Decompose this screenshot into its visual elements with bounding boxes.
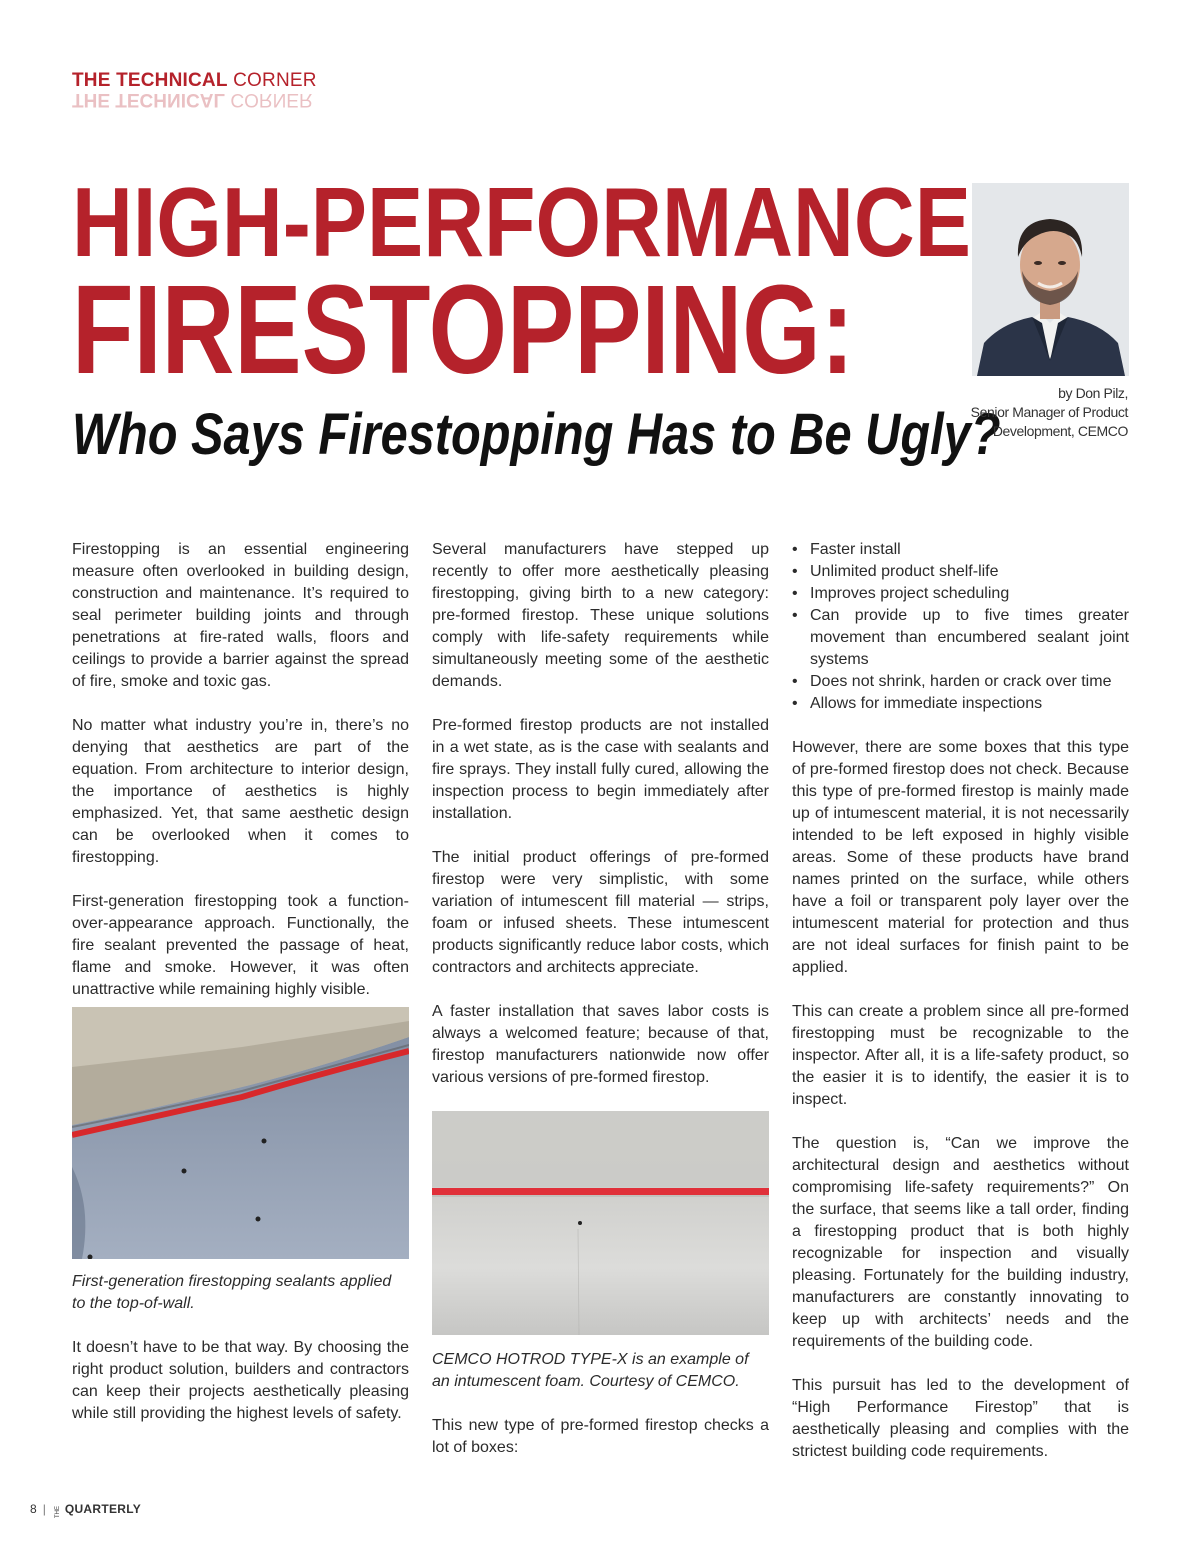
paragraph: Pre-formed firestop products are not installed in a wet state, as is the case with sealants and fire sprays. They install fully cured, allowing the inspection process to begin immediately after installation. bbox=[432, 717, 769, 822]
section-label-reflection-light: CORNER bbox=[225, 89, 313, 110]
author-name: by Don Pilz, bbox=[1058, 385, 1128, 401]
section-label-bold: THE TECHNICAL bbox=[72, 70, 228, 91]
list-item-text: Improves project scheduling bbox=[810, 585, 1010, 602]
list-item-text: Faster install bbox=[810, 541, 901, 558]
paragraph: Firestopping is an essential engineering measure often overlooked in building design, construction and maintenance. It’s required to seal perimeter building joints and through penetrations at fire-rated walls, floors and ceilings to provide a barrier against the spread of fire, smoke and toxic gas. bbox=[72, 541, 409, 690]
author-title-line-2: Development, CEMCO bbox=[992, 423, 1128, 439]
list-item-text: Allows for immediate inspections bbox=[810, 695, 1043, 712]
list-item bbox=[792, 539, 1129, 561]
article-column-1 bbox=[72, 539, 409, 1447]
article-subtitle: Who Says Firestopping Has to Be Ugly? bbox=[72, 402, 1001, 467]
headline-line-2: FIRESTOPPING: bbox=[72, 259, 855, 400]
article-column-3 bbox=[792, 539, 1129, 1485]
paragraph: A faster installation that saves labor costs is always a welcomed feature; because of that, firestop manufacturers nationwide now offer various versions of pre-formed firestop. bbox=[432, 1003, 769, 1086]
section-label-reflection bbox=[72, 88, 313, 110]
list-item bbox=[792, 605, 1129, 671]
article-column-2 bbox=[432, 539, 769, 1481]
list-item-text: Can provide up to five times greater movement than encumbered sealant joint systems bbox=[810, 607, 1129, 668]
list-item bbox=[792, 583, 1129, 605]
author-title-line-1: Senior Manager of Product bbox=[970, 404, 1128, 420]
bullet-icon: • bbox=[792, 541, 798, 558]
magazine-name-prefix: THE bbox=[54, 1506, 61, 1518]
headline-line-1: HIGH-PERFORMANCE bbox=[72, 167, 971, 277]
sealant-photo bbox=[72, 1007, 409, 1259]
bullet-icon: • bbox=[792, 695, 798, 712]
bullet-icon: • bbox=[792, 563, 798, 580]
page-footer bbox=[30, 1502, 141, 1516]
bullet-icon: • bbox=[792, 585, 798, 602]
list-item bbox=[792, 693, 1129, 715]
list-item-text: Does not shrink, harden or crack over time bbox=[810, 673, 1112, 690]
photo-caption: CEMCO HOTROD TYPE-X is an example of an intumescent foam. Courtesy of CEMCO. bbox=[432, 1351, 749, 1390]
hotrod-photo bbox=[432, 1111, 769, 1335]
photo-caption: First-generation firestopping sealants applied to the top-of-wall. bbox=[72, 1273, 392, 1312]
list-item-text: Unlimited product shelf-life bbox=[810, 563, 999, 580]
paragraph: No matter what industry you’re in, there’s no denying that aesthetics are part of the equation. From architecture to interior design, the importance of aesthetics is highly emphasized. Yet, that same aesthetic design can be overlooked when it comes to firestopping. bbox=[72, 717, 409, 866]
section-label-light: CORNER bbox=[227, 70, 317, 91]
benefits-list bbox=[792, 539, 1129, 715]
paragraph: It doesn’t have to be that way. By choosing the right product solution, builders and contractors can keep their projects aesthetically pleasing while still providing the highest levels of safety. bbox=[72, 1339, 409, 1422]
paragraph: First-generation firestopping took a function-over-appearance approach. Functionally, the fire sealant prevented the passage of heat, flame and smoke. However, it was often unattractive while remaining highly visible. bbox=[72, 893, 409, 998]
magazine-name: QUARTERLY bbox=[64, 1502, 142, 1516]
paragraph: This pursuit has led to the development of “High Performance Firestop” that is aesthetically pleasing and complies with the strictest building code requirements. bbox=[792, 1377, 1129, 1460]
paragraph: This new type of pre-formed firestop checks a lot of boxes: bbox=[432, 1417, 769, 1456]
author-portrait bbox=[972, 183, 1129, 376]
bullet-icon: • bbox=[792, 673, 798, 690]
sealant-photo-illustration bbox=[72, 1007, 409, 1259]
hotrod-photo-illustration bbox=[432, 1111, 769, 1335]
section-label-reflection-bold: THE TECHNICAL bbox=[72, 89, 226, 110]
page-number: 8 bbox=[30, 1502, 37, 1516]
paragraph: However, there are some boxes that this type of pre-formed firestop does not check. Because this type of pre-formed firestop is mainly made up of intumescent material, it is not necessarily intended to be left exposed in highly visible areas. Some of these products have brand names printed on the surface, while others have a foil or transparent poly layer over the intumescent material for protection and thus are not ideal surfaces for finish paint to be applied. bbox=[792, 739, 1129, 976]
bullet-icon: • bbox=[792, 607, 798, 624]
author-portrait-illustration bbox=[972, 183, 1129, 376]
paragraph: The question is, “Can we improve the architectural design and aesthetics without compromising life-safety requirements?” On the surface, that seems like a tall order, finding a firestopping product that is both highly recognizable for inspection and visually pleasing. Fortunately for the building industry, manufacturers are constantly innovating to keep up with architects’ needs and the requirements of the building code. bbox=[792, 1135, 1129, 1350]
footer-separator: | bbox=[42, 1502, 46, 1516]
paragraph: The initial product offerings of pre-formed firestop were very simplistic, with some variation of intumescent fill material — strips, foam or infused sheets. These intumescent products significantly reduce labor costs, which contractors and architects appreciate. bbox=[432, 849, 769, 976]
author-byline bbox=[971, 384, 1128, 441]
paragraph: Several manufacturers have stepped up recently to offer more aesthetically pleasing firestopping, giving birth to a new category: pre-formed firestop. These unique solutions comply with life-safety requirements while simultaneously meeting some of the aesthetic demands. bbox=[432, 541, 769, 690]
list-item bbox=[792, 561, 1129, 583]
paragraph: This can create a problem since all pre-formed firestopping must be recognizable to the inspector. After all, it is a life-safety product, so the easier it is to identify, the easier it is to inspect. bbox=[792, 1003, 1129, 1108]
list-item bbox=[792, 671, 1129, 693]
